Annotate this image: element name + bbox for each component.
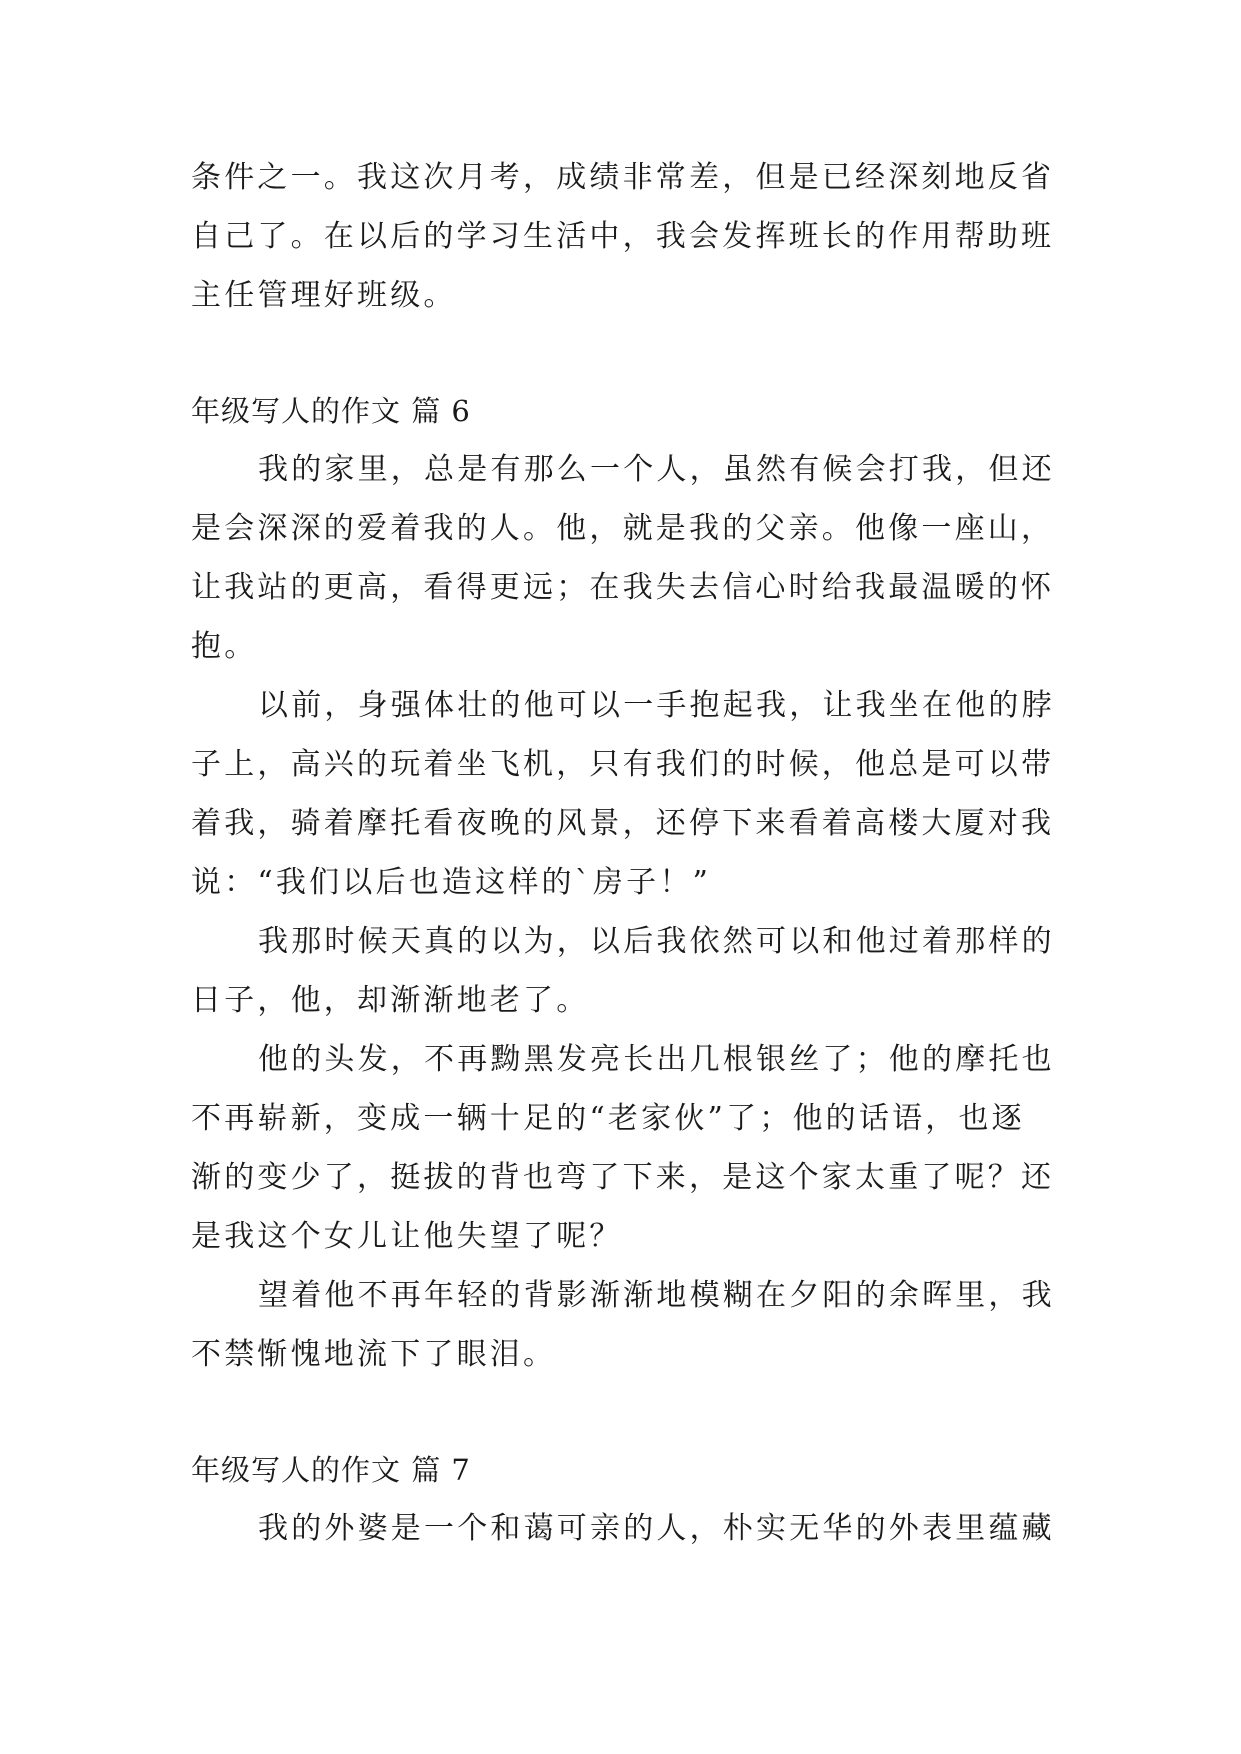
- text-line: 我的外婆是一个和蔼可亲的人，朴实无华的外表里蕴藏: [258, 1511, 1055, 1546]
- text-line: 是会深深的爱着我的人。他，就是我的父亲。他像一座山，: [191, 511, 1055, 546]
- paragraph: [191, 450, 1055, 686]
- intro-paragraph: [191, 158, 1055, 335]
- section-gap: [191, 1394, 1051, 1450]
- text-line: 我那时候天真的以为，以后我依然可以和他过着那样的: [258, 924, 1055, 959]
- text-line: 他的头发，不再黝黑发亮长出几根银丝了；他的摩托也: [258, 1042, 1055, 1077]
- text-line: 我的家里，总是有那么一个人，虽然有候会打我，但还: [258, 452, 1055, 487]
- text-line: 主任管理好班级。: [191, 278, 457, 313]
- text-line: 不禁惭愧地流下了眼泪。: [191, 1337, 557, 1372]
- text-line: 不再崭新，变成一辆十足的“老家伙”了；他的话语，也逐: [191, 1101, 1025, 1136]
- text-line: 日子，他，却渐渐地老了。: [191, 983, 590, 1018]
- paragraph: [191, 686, 1055, 922]
- paragraph: [191, 922, 1055, 1040]
- section-7-heading: 年级写人的作文 篇 7: [191, 1453, 471, 1487]
- text-line: 条件之一。我这次月考，成绩非常差，但是已经深刻地反省: [191, 160, 1055, 195]
- text-line: 渐的变少了，挺拔的背也弯了下来，是这个家太重了呢？还: [191, 1160, 1055, 1195]
- document-body: [191, 158, 1055, 1568]
- paragraph: [191, 1509, 1055, 1568]
- text-line: 自己了。在以后的学习生活中，我会发挥班长的作用帮助班: [191, 219, 1055, 254]
- text-line: 着我，骑着摩托看夜晚的风景，还停下来看着高楼大厦对我: [191, 806, 1055, 841]
- text-line: 是我这个女儿让他失望了呢？: [191, 1219, 623, 1254]
- paragraph: [191, 1040, 1055, 1276]
- text-line: 说：“我们以后也造这样的`房子！”: [191, 865, 712, 900]
- text-line: 子上，高兴的玩着坐飞机，只有我们的时候，他总是可以带: [191, 747, 1055, 782]
- text-line: 让我站的更高，看得更远；在我失去信心时给我最温暖的怀: [191, 570, 1055, 605]
- section-6-heading: 年级写人的作文 篇 6: [191, 394, 471, 428]
- text-line: 望着他不再年轻的背影渐渐地模糊在夕阳的余晖里，我: [258, 1278, 1055, 1313]
- text-line: 以前，身强体壮的他可以一手抱起我，让我坐在他的脖: [258, 688, 1055, 723]
- paragraph: [191, 1276, 1055, 1394]
- section-gap: [191, 335, 1051, 391]
- text-line: 抱。: [191, 629, 258, 664]
